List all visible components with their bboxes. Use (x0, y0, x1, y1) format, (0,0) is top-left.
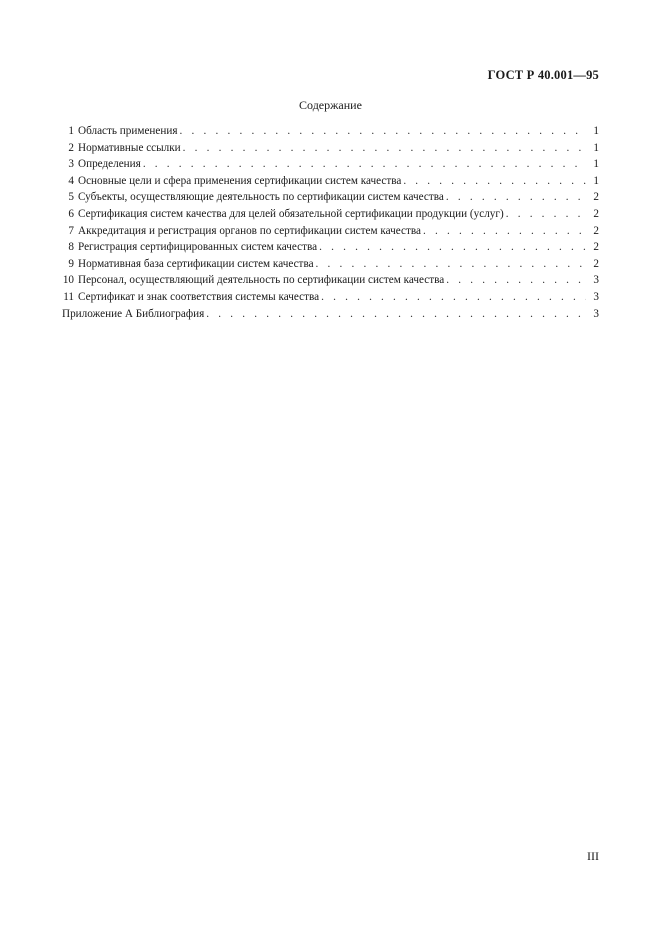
toc-entry-page: 1 (593, 158, 599, 171)
toc-entry-title: Определения (74, 156, 141, 173)
toc-leader-dots (321, 289, 586, 306)
toc-entry-title: Регистрация сертифицированных систем качества (74, 239, 317, 256)
toc-entry-5[interactable] (62, 189, 599, 206)
toc-leader-dots (143, 156, 586, 173)
toc-entry-number: 4 (68, 174, 74, 187)
toc-entry-1[interactable] (62, 123, 599, 140)
toc-entry-title: Сертификация систем качества для целей обязательной сертификации продукции (услуг) (74, 206, 504, 223)
toc-entry-title: Основные цели и сфера применения сертификации систем качества (74, 173, 401, 190)
toc-entry-title: Сертификат и знак соответствия системы качества (74, 289, 319, 306)
toc-entry-number: 7 (68, 224, 74, 237)
toc-entry-title: Нормативные ссылки (74, 140, 181, 157)
toc-leader-dots (179, 123, 586, 140)
toc-leader-dots (446, 189, 586, 206)
toc-entry-number: 9 (68, 257, 74, 270)
toc-entry-8[interactable] (62, 239, 599, 256)
toc-leader-dots (319, 239, 586, 256)
toc-entry-page: 1 (593, 141, 599, 154)
toc-entry-page: 2 (593, 207, 599, 220)
toc-entry-number: 5 (68, 191, 74, 204)
toc-leader-dots (423, 223, 586, 240)
toc-entry-number: 6 (68, 207, 74, 220)
toc-entry-page: 2 (593, 224, 599, 237)
toc-entry-7[interactable] (62, 223, 599, 240)
toc-entry-page: 2 (593, 241, 599, 254)
toc-entry-number: 10 (62, 274, 74, 287)
toc-entry-page: 1 (593, 125, 599, 137)
toc-entry-title: Область применения (74, 123, 177, 140)
toc-leader-dots (206, 306, 586, 323)
toc-entry-2[interactable] (62, 140, 599, 157)
table-of-contents (62, 123, 599, 322)
toc-leader-dots (316, 256, 586, 273)
toc-entry-4[interactable] (62, 173, 599, 190)
toc-entry-title: Персонал, осуществляющий деятельность по сертификации систем качества (74, 272, 444, 289)
toc-entry-title: Нормативная база сертификации систем качества (74, 256, 314, 273)
toc-entry-page: 2 (593, 191, 599, 204)
toc-leader-dots (403, 173, 586, 190)
toc-entry-title: Субъекты, осуществляющие деятельность по сертификации систем качества (74, 189, 444, 206)
toc-entry-number: 3 (68, 158, 74, 171)
toc-leader-dots (446, 272, 586, 289)
toc-entry-page: 3 (593, 274, 599, 287)
toc-entry-appendix-a[interactable] (62, 306, 599, 323)
toc-entry-title: Аккредитация и регистрация органов по сертификации систем качества (74, 223, 421, 240)
toc-entry-page: 3 (593, 307, 599, 320)
toc-entry-title: Приложение А Библиография (62, 306, 204, 323)
page-number: III (587, 849, 599, 863)
toc-title: Содержание (299, 98, 362, 112)
toc-leader-dots (506, 206, 586, 223)
toc-entry-3[interactable] (62, 156, 599, 173)
toc-entry-number: 8 (68, 241, 74, 254)
toc-entry-10[interactable] (62, 272, 599, 289)
document-code: ГОСТ Р 40.001—95 (487, 68, 599, 82)
toc-entry-page: 1 (593, 174, 599, 187)
toc-entry-page: 2 (593, 257, 599, 270)
toc-entry-9[interactable] (62, 256, 599, 273)
toc-entry-page: 3 (593, 290, 599, 303)
toc-entry-6[interactable] (62, 206, 599, 223)
toc-entry-number: 1 (68, 125, 74, 137)
toc-entry-11[interactable] (62, 289, 599, 306)
toc-entry-number: 11 (63, 290, 74, 303)
toc-leader-dots (183, 140, 586, 157)
toc-entry-number: 2 (68, 141, 74, 154)
